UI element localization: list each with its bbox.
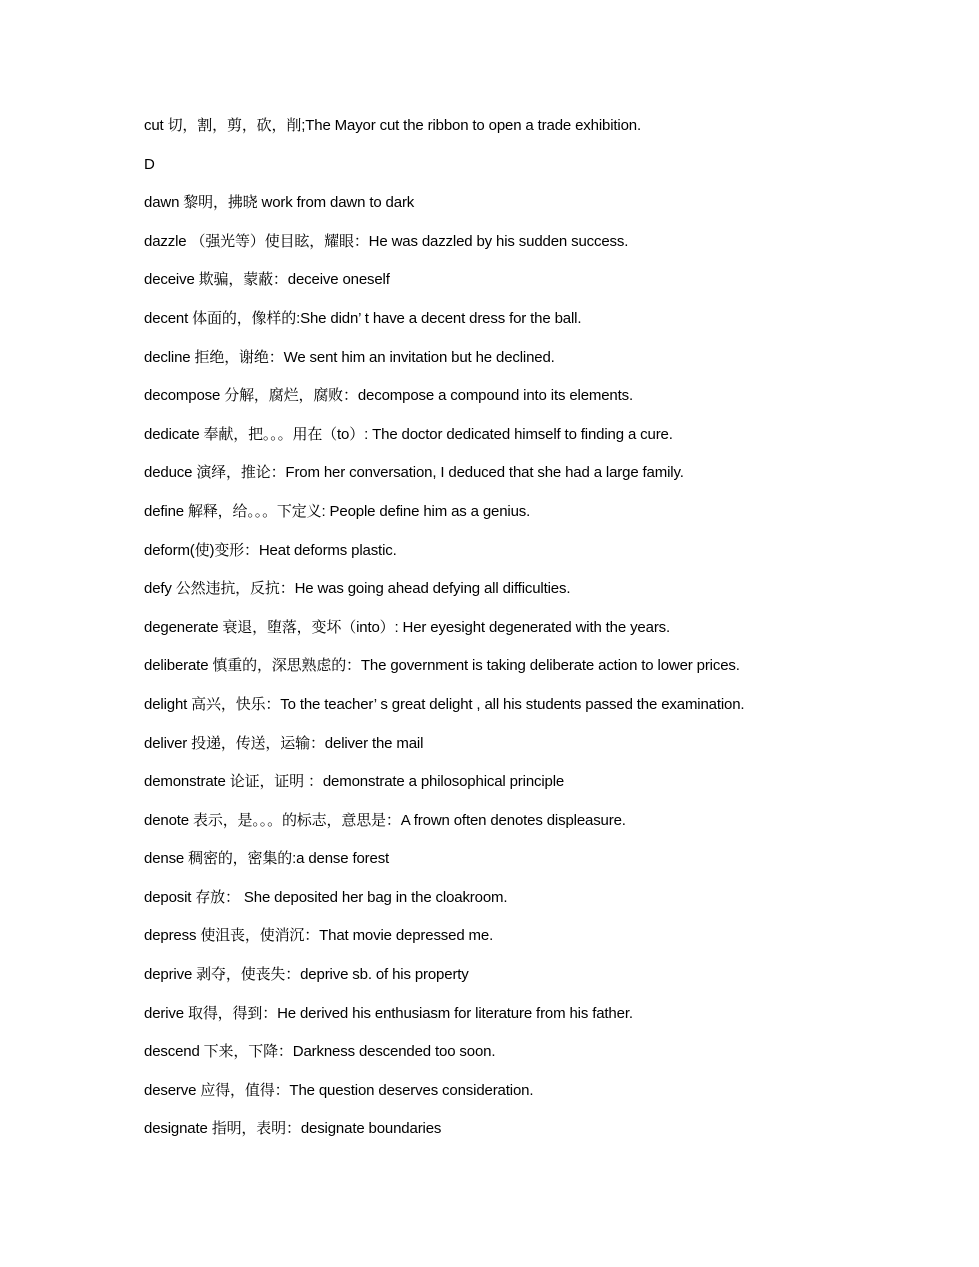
vocabulary-list xyxy=(144,114,944,1156)
entry-deliberate: deliberate 慎重的，深思熟虑的：The government is taking deliberate action to lower prices. xyxy=(144,657,740,675)
entry-cut: cut 切，割，剪，砍，削;The Mayor cut the ribbon to open a trade exhibition. xyxy=(144,117,641,134)
section-letter-d: D xyxy=(144,155,155,173)
entry-delight: delight 高兴，快乐：To the teacher’ s great delight , all his students passed the examination. xyxy=(144,695,745,713)
entry-dedicate: dedicate 奉献，把。。。用在（to）: The doctor dedicated himself to finding a cure. xyxy=(144,425,673,443)
entry-dawn: dawn 黎明，拂晓 work from dawn to dark xyxy=(144,194,415,212)
entry-deliver: deliver 投递，传送，运输：deliver the mail xyxy=(144,734,424,752)
entry-designate: designate 指明，表明：designate boundaries xyxy=(144,1120,442,1138)
entry-define: define 解释，给。。。下定义: People define him as a genius. xyxy=(144,502,531,520)
entry-defy: defy 公然违抗，反抗：He was going ahead defying all difficulties. xyxy=(144,580,571,598)
entry-dense: dense 稠密的，密集的:a dense forest xyxy=(144,850,390,868)
entry-deposit: deposit 存放： She deposited her bag in the cloakroom. xyxy=(144,888,508,906)
entry-deserve: deserve 应得，值得：The question deserves consideration. xyxy=(144,1081,534,1099)
entry-decline: decline 拒绝，谢绝：We sent him an invitation but he declined. xyxy=(144,348,555,366)
entry-deform: deform(使)变形：Heat deforms plastic. xyxy=(144,541,397,559)
entry-decompose: decompose 分解，腐烂，腐败：decompose a compound into its elements. xyxy=(144,387,634,405)
entry-demonstrate: demonstrate 论证，证明 ：demonstrate a philosophical principle xyxy=(144,773,565,791)
entry-denote: denote 表示，是。。。的标志，意思是：A frown often denotes displeasure. xyxy=(144,811,626,829)
entry-dazzle: dazzle （强光等）使目眩，耀眼：He was dazzled by his sudden success. xyxy=(144,232,629,250)
entry-decent: decent 体面的，像样的:She didn’ t have a decent dress for the ball. xyxy=(144,309,582,327)
entry-deprive: deprive 剥夺，使丧失：deprive sb. of his property xyxy=(144,966,469,984)
entry-derive: derive 取得，得到：He derived his enthusiasm for literature from his father. xyxy=(144,1004,633,1022)
entry-descend: descend 下来，下降：Darkness descended too soon. xyxy=(144,1043,496,1061)
entry-degenerate: degenerate 衰退，堕落，变坏（into）: Her eyesight degenerated with the years. xyxy=(144,618,671,636)
entry-depress: depress 使沮丧，使消沉：That movie depressed me. xyxy=(144,927,494,945)
entry-deceive: deceive 欺骗，蒙蔽：deceive oneself xyxy=(144,271,390,289)
entry-deduce: deduce 演绎，推论：From her conversation, I deduced that she had a large family. xyxy=(144,464,684,482)
